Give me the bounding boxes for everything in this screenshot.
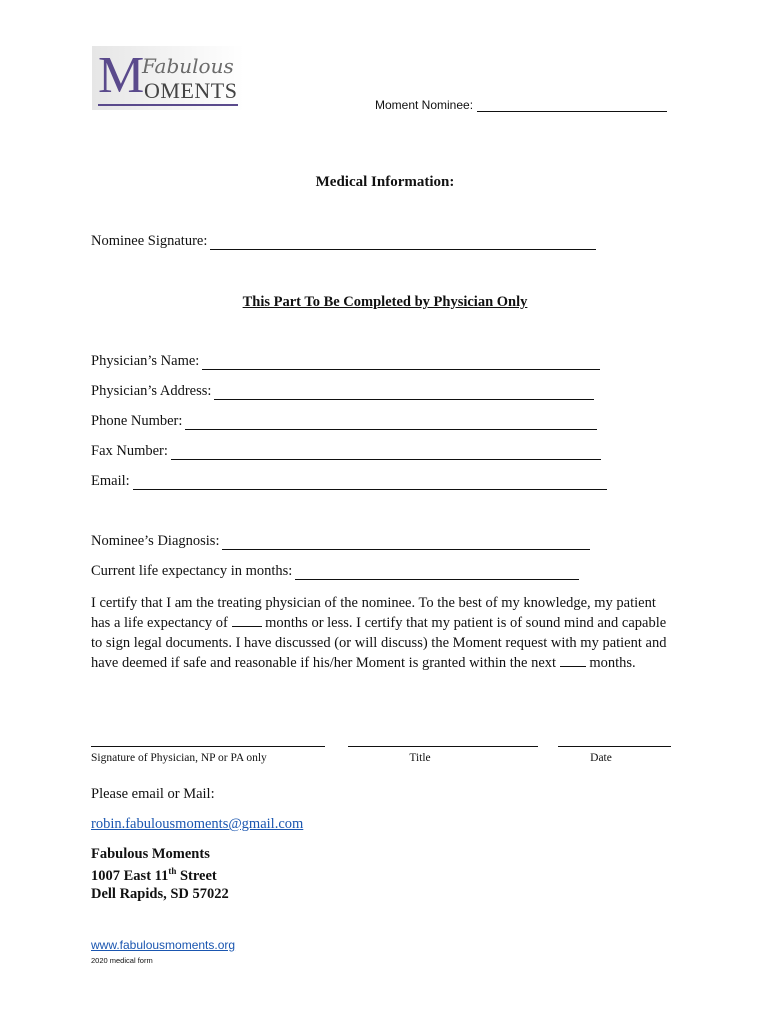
- diagnosis-row: [91, 533, 590, 550]
- physician-name-row: [91, 353, 600, 370]
- certification-text-2: months or less. I certify that my patient is of sound mind and capable to sign legal documents. I have discussed (or will discuss) the Moment request with my patient and have deemed if safe and reasonable if his/her Moment is granted within the next: [91, 615, 667, 671]
- physician-address-field[interactable]: [214, 385, 594, 400]
- fax-number-label: Fax Number:: [91, 443, 168, 459]
- certification-text-1: I certify that I am the treating physician of the nominee. To the best of my knowledge, my patient has a life expectancy of: [91, 595, 656, 631]
- phone-number-label: Phone Number:: [91, 413, 183, 429]
- certification-text-3: months.: [589, 655, 636, 671]
- logo-fabulous: Fabulous: [142, 54, 234, 78]
- section-title: Medical Information:: [315, 174, 455, 190]
- life-expectancy-label: Current life expectancy in months:: [91, 563, 293, 579]
- street-sup: th: [168, 866, 177, 876]
- email-field[interactable]: [133, 475, 607, 490]
- life-expectancy-blank[interactable]: [232, 614, 262, 627]
- footer-note: 2020 medical form: [91, 956, 153, 965]
- physician-signature-line[interactable]: [91, 746, 325, 747]
- nominee-signature-row: [91, 233, 596, 250]
- certification-paragraph: [91, 593, 676, 673]
- logo-rule: [98, 104, 238, 106]
- life-expectancy-field[interactable]: [295, 565, 579, 580]
- physician-name-field[interactable]: [202, 355, 600, 370]
- physician-heading: This Part To Be Completed by Physician Only: [242, 294, 528, 310]
- contact-intro: Please email or Mail:: [91, 786, 215, 802]
- contact-email-link[interactable]: robin.fabulousmoments@gmail.com: [91, 816, 304, 832]
- physician-address-row: [91, 383, 594, 400]
- org-city: Dell Rapids, SD 57022: [91, 886, 229, 902]
- date-caption: Date: [590, 752, 612, 764]
- fax-number-field[interactable]: [171, 445, 601, 460]
- title-caption: Title: [409, 752, 431, 764]
- website-link[interactable]: www.fabulousmoments.org: [91, 938, 236, 952]
- logo-oments: OMENTS: [144, 78, 238, 103]
- street-suffix: Street: [176, 867, 217, 884]
- logo-m: M: [98, 47, 145, 104]
- moment-nominee-label: Moment Nominee:: [375, 98, 474, 112]
- email-label: Email:: [91, 473, 130, 489]
- street-text: 1007 East 11: [91, 867, 169, 884]
- phone-number-field[interactable]: [185, 415, 597, 430]
- moment-nominee-field[interactable]: [477, 99, 667, 112]
- title-line[interactable]: [348, 746, 538, 747]
- date-line[interactable]: [558, 746, 671, 747]
- fax-number-row: [91, 443, 601, 460]
- org-name: Fabulous Moments: [91, 846, 210, 862]
- diagnosis-label: Nominee’s Diagnosis:: [91, 533, 220, 549]
- diagnosis-field[interactable]: [222, 535, 590, 550]
- months-blank[interactable]: [560, 654, 586, 667]
- physician-signature-caption: Signature of Physician, NP or PA only: [91, 752, 267, 764]
- nominee-signature-label: Nominee Signature:: [91, 233, 208, 249]
- life-expectancy-row: [91, 563, 579, 580]
- physician-name-label: Physician’s Name:: [91, 353, 200, 369]
- moment-nominee-row: [375, 98, 667, 112]
- nominee-signature-field[interactable]: [210, 235, 596, 250]
- physician-address-label: Physician’s Address:: [91, 383, 212, 399]
- org-street: [91, 866, 217, 885]
- logo: [92, 46, 244, 110]
- email-row: [91, 473, 607, 490]
- phone-number-row: [91, 413, 597, 430]
